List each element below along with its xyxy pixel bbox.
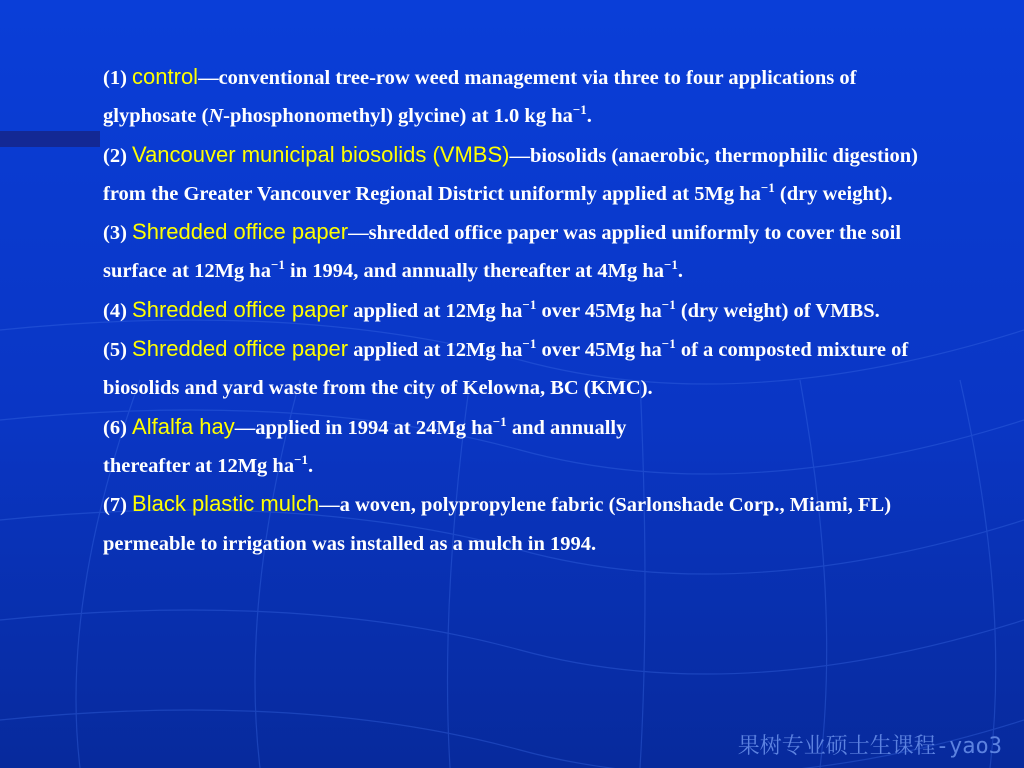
item-number: (3) bbox=[103, 222, 133, 245]
item-number: (2) bbox=[103, 144, 133, 167]
list-item: (1) control—conventional tree-row weed management via three to four applications of glyphosate (N-phosphonomethyl) glycine) at 1.0 kg $ha^{-1}$. bbox=[103, 64, 857, 128]
item-title: Alfalfa hay bbox=[132, 413, 235, 439]
list-item: (6) Alfalfa hay—applied in 1994 at 24Mg $ha^{-1}$ and annually thereafter at 12Mg $ha^{-1}$. bbox=[103, 413, 627, 477]
list-item: (3) Shredded office paper—shredded office paper was applied uniformly to cover the soil surface at 12Mg $ha^{-1}$ in 1994, and annually thereafter at 4Mg $ha^{-1}$. bbox=[103, 219, 902, 283]
item-number: (7) bbox=[103, 494, 133, 517]
list-item: (5) Shredded office paper applied at 12Mg $ha^{-1}$ over 45Mg $ha^{-1}$ of a composted mixture of biosolids and yard waste from the city of Kelowna, BC (KMC). bbox=[103, 336, 909, 400]
item-title: Vancouver municipal biosolids (VMBS) bbox=[132, 141, 510, 167]
list-item: (7) Black plastic mulch—a woven, polypropylene fabric (Sarlonshade Corp., Miami, FL) permeable to irrigation was installed as a mulch in 1994. bbox=[103, 491, 892, 555]
item-number: (5) bbox=[103, 339, 133, 362]
item-title: Shredded office paper bbox=[132, 336, 349, 362]
item-number: (4) bbox=[103, 299, 133, 322]
list-item: (2) Vancouver municipal biosolids (VMBS)—biosolids (anaerobic, thermophilic digestion) from the Greater Vancouver Regional District uniformly applied at 5Mg $ha^{-1}$ (dry weight). bbox=[103, 141, 918, 205]
item-title: Shredded office paper bbox=[132, 219, 349, 245]
left-accent-bar bbox=[0, 131, 100, 147]
treatment-list bbox=[103, 58, 953, 563]
item-title: Black plastic mulch bbox=[132, 491, 320, 517]
item-number: (1) bbox=[103, 67, 133, 89]
item-title: control bbox=[132, 64, 199, 89]
item-title: Shredded office paper bbox=[132, 296, 349, 322]
list-item: (4) Shredded office paper applied at 12Mg $ha^{-1}$ over 45Mg $ha^{-1}$ (dry weight) of VMBS. bbox=[103, 296, 880, 322]
course-footer: 果树专业硕士生课程-yao3 bbox=[737, 734, 1002, 759]
item-number: (6) bbox=[103, 416, 133, 439]
